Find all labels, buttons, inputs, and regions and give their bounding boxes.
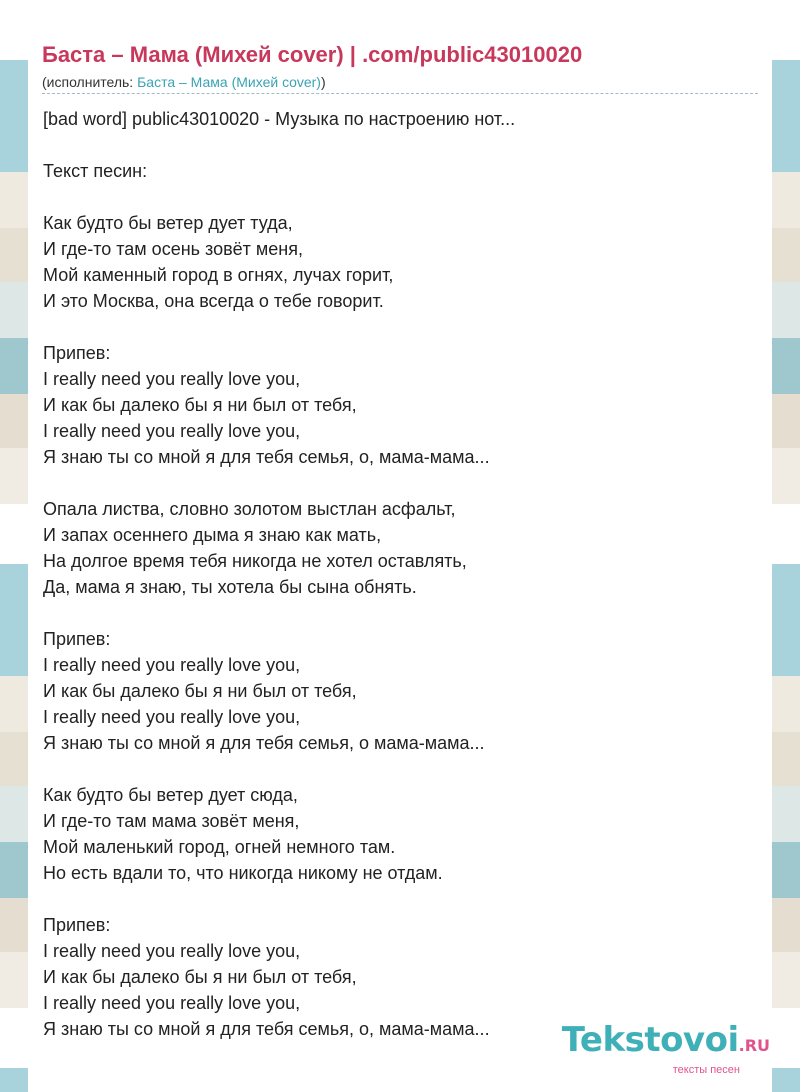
song-header: [42, 40, 758, 92]
lyrics-line: [43, 756, 759, 782]
lyrics-line: [43, 886, 759, 912]
lyrics-line: И как бы далеко бы я ни был от тебя,: [43, 681, 357, 701]
artist-prefix: (исполнитель:: [42, 74, 138, 90]
lyrics-text: [43, 106, 759, 1042]
lyrics-line: Я знаю ты со мной я для тебя семья, о, мама-мама...: [43, 1019, 490, 1039]
artist-link[interactable]: Баста – Мама (Михей cover): [137, 74, 321, 90]
lyrics-line: И запах осеннего дыма я знаю как мать,: [43, 525, 382, 545]
logo-tld: .RU: [738, 1036, 770, 1055]
page-title: Баста – Мама (Михей cover) | .com/public43010020: [42, 42, 583, 67]
lyrics-line: [43, 600, 759, 626]
lyrics-line: I really need you really love you,: [43, 941, 301, 961]
lyrics-line: [43, 132, 759, 158]
lyrics-line: Припев:: [43, 915, 111, 935]
lyrics-line: I really need you really love you,: [43, 421, 301, 441]
lyrics-line: И как бы далеко бы я ни был от тебя,: [43, 967, 357, 987]
lyrics-line: И где-то там осень зовёт меня,: [43, 239, 303, 259]
artist-suffix: ): [320, 74, 326, 90]
lyrics-line: На долгое время тебя никогда не хотел оставлять,: [43, 551, 467, 571]
lyrics-line: I really need you really love you,: [43, 369, 301, 389]
lyrics-line: Припев:: [43, 343, 111, 363]
lyrics-line: Текст песин:: [43, 161, 148, 181]
lyrics-line: И это Москва, она всегда о тебе говорит.: [43, 291, 384, 311]
artist-line: [42, 72, 758, 92]
lyrics-line: [bad word] public43010020 - Музыка по настроению нот...: [43, 109, 516, 129]
lyrics-line: Как будто бы ветер дует туда,: [43, 213, 293, 233]
lyrics-line: Я знаю ты со мной я для тебя семья, о, мама-мама...: [43, 447, 490, 467]
lyrics-line: [43, 470, 759, 496]
lyrics-line: Как будто бы ветер дует сюда,: [43, 785, 298, 805]
logo-tagline: тексты песен: [672, 1064, 740, 1076]
lyrics-line: I really need you really love you,: [43, 655, 301, 675]
lyrics-line: [43, 314, 759, 340]
header-divider: [42, 93, 758, 94]
lyrics-line: И где-то там мама зовёт меня,: [43, 811, 300, 831]
site-logo[interactable]: [562, 1022, 770, 1076]
content-panel: [28, 0, 772, 1092]
lyrics-line: Припев:: [43, 629, 111, 649]
lyrics-line: Опала листва, словно золотом выстлан асфальт,: [43, 499, 456, 519]
lyrics-line: Мой маленький город, огней немного там.: [43, 837, 396, 857]
lyrics-line: Но есть вдали то, что никогда никому не отдам.: [43, 863, 443, 883]
logo-wordmark: [562, 1022, 770, 1064]
lyrics-line: I really need you really love you,: [43, 707, 301, 727]
lyrics-line: Я знаю ты со мной я для тебя семья, о мама-мама...: [43, 733, 485, 753]
lyrics-line: Да, мама я знаю, ты хотела бы сына обнять.: [43, 577, 417, 597]
logo-name: Tekstovoi: [561, 1020, 739, 1060]
lyrics-line: И как бы далеко бы я ни был от тебя,: [43, 395, 357, 415]
lyrics-line: Мой каменный город в огнях, лучах горит,: [43, 265, 394, 285]
lyrics-line: [43, 184, 759, 210]
lyrics-line: I really need you really love you,: [43, 993, 301, 1013]
